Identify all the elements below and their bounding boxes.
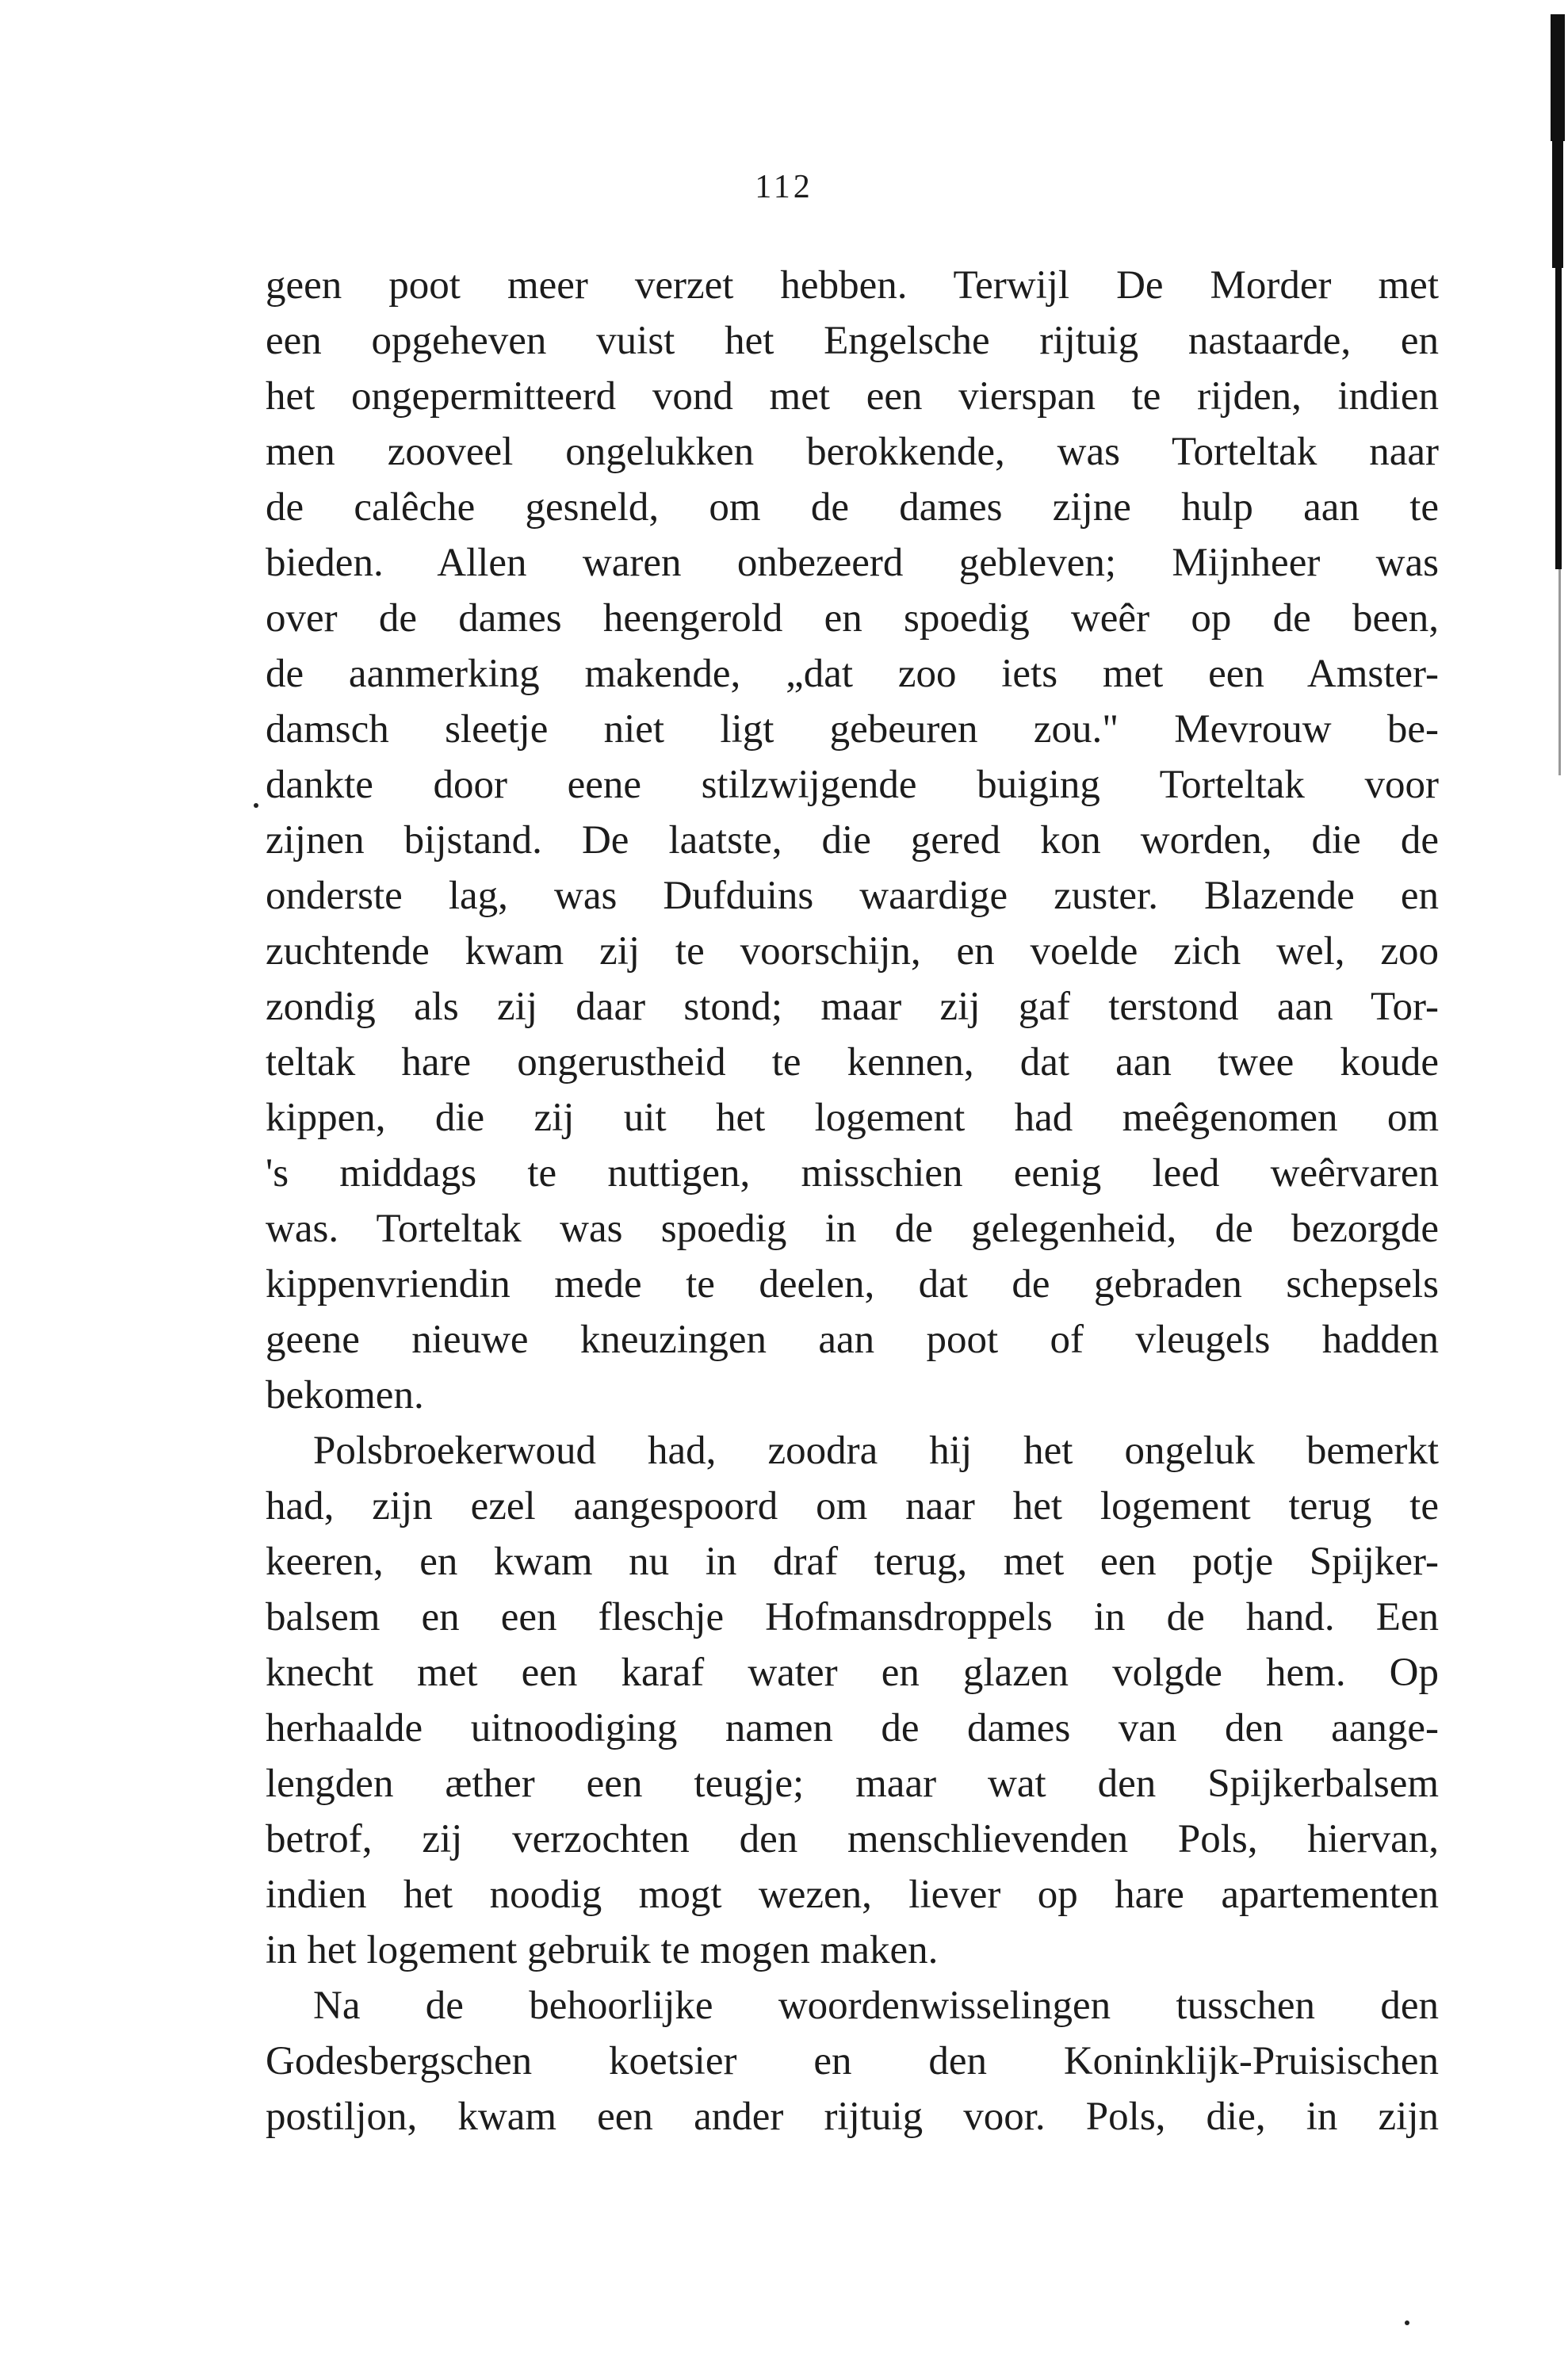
paragraph-1 [266,258,1439,1423]
text-line: zuchtende kwam zij te voorschijn, en voelde zich wel, zoo [266,929,1439,974]
text-line: keeren, en kwam nu in draf terug, met een potje Spijker- [266,1540,1439,1584]
text-line: knecht met een karaf water en glazen volgde hem. Op [266,1651,1439,1695]
text-line: zondig als zij daar stond; maar zij gaf terstond aan Tor- [266,985,1439,1029]
text-line: kippen, die zij uit het logement had meêgenomen om [266,1096,1439,1140]
text-line: dankte door eene stilzwijgende buiging Torteltak voor [266,763,1439,807]
text-line: was. Torteltak was spoedig in de gelegenheid, de bezorgde [266,1207,1439,1251]
text-line: Godesbergschen koetsier en den Koninklijk-Pruisischen [266,2039,1439,2083]
text-line: lengden æther een teugje; maar wat den Spijkerbalsem [266,1762,1439,1806]
text-line: het ongepermitteerd vond met een vierspan te rijden, indien [266,374,1439,419]
text-line: kippenvriendin mede te deelen, dat de gebraden schepsels [266,1262,1439,1307]
text-line: zijnen bijstand. De laatste, die gered kon worden, die de [266,818,1439,863]
text-line: men zooveel ongelukken berokkende, was Torteltak naar [266,430,1439,474]
paragraph-2 [266,1423,1439,1978]
text-line: postiljon, kwam een ander rijtuig voor. Pols, die, in zijn [266,2095,1439,2139]
text-line: damsch sleetje niet ligt gebeuren zou." Mevrouw be- [266,707,1439,752]
ink-speck [254,803,258,808]
text-line: geen poot meer verzet hebben. Terwijl De Morder met [266,263,1439,308]
text-line: over de dames heengerold en spoedig weêr op de been, [266,596,1439,641]
text-line: bieden. Allen waren onbezeerd gebleven; Mijnheer was [266,541,1439,585]
text-line: een opgeheven vuist het Engelsche rijtuig nastaarde, en [266,319,1439,363]
text-line: de aanmerking makende, „dat zoo iets met een Amster- [266,652,1439,696]
text-line: herhaalde uitnoodiging namen de dames van den aange- [266,1706,1439,1750]
text-line: 's middags te nuttigen, misschien eenig leed weêrvaren [266,1151,1439,1196]
text-line: de calêche gesneld, om de dames zijne hulp aan te [266,485,1439,530]
page-number: 112 [755,169,813,205]
text-line: betrof, zij verzochten den menschlievenden Pols, hiervan, [266,1817,1439,1861]
text-line: indien het noodig mogt wezen, liever op hare apartementen [266,1873,1439,1917]
text-line: geene nieuwe kneuzingen aan poot of vleugels hadden [266,1318,1439,1362]
body-text [266,258,1439,2144]
text-line: bekomen. [266,1373,424,1417]
text-line: had, zijn ezel aangespoord om naar het logement terug te [266,1484,1439,1528]
text-line: balsem en een fleschje Hofmansdroppels in de hand. Een [266,1595,1439,1639]
ink-speck [1405,2320,1409,2325]
scan-edge [1546,0,1568,2372]
text-line: onderste lag, was Dufduins waardige zuster. Blazende en [266,874,1439,918]
text-line: Na de behoorlijke woordenwisselingen tusschen den [313,1984,1439,2028]
paragraph-3 [266,1978,1439,2144]
text-line: teltak hare ongerustheid te kennen, dat aan twee koude [266,1040,1439,1085]
text-line: in het logement gebruik te mogen maken. [266,1928,939,1972]
text-line: Polsbroekerwoud had, zoodra hij het ongeluk bemerkt [313,1429,1439,1473]
